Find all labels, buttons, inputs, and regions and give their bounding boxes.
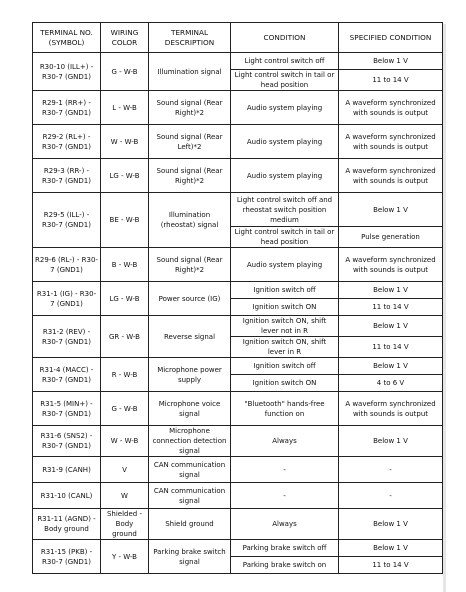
table-row bbox=[33, 53, 443, 70]
condition-cell: Ignition switch ON bbox=[231, 375, 339, 392]
wiring-color-cell: G - W-B bbox=[101, 53, 149, 91]
description-cell: Microphone connection detection signal bbox=[149, 426, 231, 457]
terminal-cell: R31-1 (IG) - R30-7 (GND1) bbox=[33, 282, 101, 316]
condition-cell: Ignition switch ON, shift lever in R bbox=[231, 337, 339, 358]
specified-cell: 11 to 14 V bbox=[339, 299, 443, 316]
specified-cell: A waveform synchronized with sounds is output bbox=[339, 392, 443, 426]
wiring-color-cell: W bbox=[101, 483, 149, 509]
page-edge-shadow bbox=[443, 24, 446, 592]
terminal-cell: R31-6 (SNS2) - R30-7 (GND1) bbox=[33, 426, 101, 457]
condition-cell: Ignition switch off bbox=[231, 282, 339, 299]
description-cell: Shield ground bbox=[149, 509, 231, 540]
specified-cell: A waveform synchronized with sounds is output bbox=[339, 125, 443, 159]
condition-cell: Audio system playing bbox=[231, 91, 339, 125]
description-cell: Sound signal (Rear Right)*2 bbox=[149, 91, 231, 125]
wiring-color-cell: LG - W-B bbox=[101, 282, 149, 316]
description-cell: CAN communication signal bbox=[149, 457, 231, 483]
condition-cell: - bbox=[231, 457, 339, 483]
condition-cell: - bbox=[231, 483, 339, 509]
table-row bbox=[33, 248, 443, 282]
table-row bbox=[33, 392, 443, 426]
wiring-color-cell: LG - W-B bbox=[101, 159, 149, 193]
table-row bbox=[33, 358, 443, 375]
description-cell: Microphone voice signal bbox=[149, 392, 231, 426]
table-row bbox=[33, 159, 443, 193]
wiring-color-cell: W - W-B bbox=[101, 426, 149, 457]
terminal-spec-document bbox=[32, 22, 442, 574]
description-cell: Microphone power supply bbox=[149, 358, 231, 392]
wiring-color-cell: V bbox=[101, 457, 149, 483]
specified-cell: Below 1 V bbox=[339, 426, 443, 457]
condition-cell: Parking brake switch off bbox=[231, 540, 339, 557]
header-specified-condition: SPECIFIED CONDITION bbox=[339, 23, 443, 53]
table-row bbox=[33, 316, 443, 337]
wiring-color-cell: L - W-B bbox=[101, 91, 149, 125]
condition-cell: Light control switch off and rheostat switch position medium bbox=[231, 193, 339, 227]
description-cell: Illumination (rheostat) signal bbox=[149, 193, 231, 248]
wiring-color-cell: BE - W-B bbox=[101, 193, 149, 248]
wiring-color-cell: G - W-B bbox=[101, 392, 149, 426]
condition-cell: Parking brake switch on bbox=[231, 557, 339, 574]
specified-cell: Below 1 V bbox=[339, 282, 443, 299]
wiring-color-cell: R - W-B bbox=[101, 358, 149, 392]
terminal-cell: R31-15 (PKB) - R30-7 (GND1) bbox=[33, 540, 101, 574]
terminal-cell: R31-10 (CANL) bbox=[33, 483, 101, 509]
table-header-row bbox=[33, 23, 443, 53]
specified-cell: - bbox=[339, 457, 443, 483]
condition-cell: Audio system playing bbox=[231, 248, 339, 282]
specified-cell: A waveform synchronized with sounds is output bbox=[339, 159, 443, 193]
terminal-cell: R30-10 (ILL+) - R30-7 (GND1) bbox=[33, 53, 101, 91]
table-row bbox=[33, 282, 443, 299]
specified-cell: Pulse generation bbox=[339, 227, 443, 248]
terminal-cell: R31-2 (REV) - R30-7 (GND1) bbox=[33, 316, 101, 358]
condition-cell: Always bbox=[231, 426, 339, 457]
condition-cell: Ignition switch off bbox=[231, 358, 339, 375]
specified-cell: - bbox=[339, 483, 443, 509]
specified-cell: 11 to 14 V bbox=[339, 557, 443, 574]
specified-cell: A waveform synchronized with sounds is output bbox=[339, 248, 443, 282]
terminal-table bbox=[32, 22, 443, 574]
header-terminal-description: TERMINAL DESCRIPTION bbox=[149, 23, 231, 53]
specified-cell: Below 1 V bbox=[339, 509, 443, 540]
table-row bbox=[33, 457, 443, 483]
condition-cell: Light control switch off bbox=[231, 53, 339, 70]
condition-cell: Audio system playing bbox=[231, 159, 339, 193]
table-row bbox=[33, 426, 443, 457]
description-cell: Power source (IG) bbox=[149, 282, 231, 316]
terminal-cell: R31-11 (AGND) - Body ground bbox=[33, 509, 101, 540]
wiring-color-cell: Shielded - Body ground bbox=[101, 509, 149, 540]
specified-cell: Below 1 V bbox=[339, 316, 443, 337]
specified-cell: A waveform synchronized with sounds is output bbox=[339, 91, 443, 125]
wiring-color-cell: Y - W-B bbox=[101, 540, 149, 574]
header-wiring-color: WIRING COLOR bbox=[101, 23, 149, 53]
specified-cell: Below 1 V bbox=[339, 193, 443, 227]
description-cell: Illumination signal bbox=[149, 53, 231, 91]
condition-cell: Light control switch in tail or head position bbox=[231, 70, 339, 91]
description-cell: Parking brake switch signal bbox=[149, 540, 231, 574]
description-cell: CAN communication signal bbox=[149, 483, 231, 509]
description-cell: Sound signal (Rear Right)*2 bbox=[149, 248, 231, 282]
specified-cell: 11 to 14 V bbox=[339, 337, 443, 358]
specified-cell: Below 1 V bbox=[339, 53, 443, 70]
condition-cell: Ignition switch ON bbox=[231, 299, 339, 316]
terminal-cell: R31-4 (MACC) - R30-7 (GND1) bbox=[33, 358, 101, 392]
table-row bbox=[33, 509, 443, 540]
condition-cell: Ignition switch ON, shift lever not in R bbox=[231, 316, 339, 337]
wiring-color-cell: B - W-B bbox=[101, 248, 149, 282]
condition-cell: Always bbox=[231, 509, 339, 540]
table-row bbox=[33, 193, 443, 227]
specified-cell: Below 1 V bbox=[339, 358, 443, 375]
wiring-color-cell: GR - W-B bbox=[101, 316, 149, 358]
description-cell: Reverse signal bbox=[149, 316, 231, 358]
specified-cell: Below 1 V bbox=[339, 540, 443, 557]
description-cell: Sound signal (Rear Right)*2 bbox=[149, 159, 231, 193]
terminal-cell: R29-1 (RR+) - R30-7 (GND1) bbox=[33, 91, 101, 125]
specified-cell: 11 to 14 V bbox=[339, 70, 443, 91]
specified-cell: 4 to 6 V bbox=[339, 375, 443, 392]
terminal-cell: R29-2 (RL+) - R30-7 (GND1) bbox=[33, 125, 101, 159]
table-row bbox=[33, 483, 443, 509]
wiring-color-cell: W - W-B bbox=[101, 125, 149, 159]
table-row bbox=[33, 540, 443, 557]
table-body bbox=[33, 53, 443, 574]
terminal-cell: R29-6 (RL-) - R30-7 (GND1) bbox=[33, 248, 101, 282]
condition-cell: "Bluetooth" hands-free function on bbox=[231, 392, 339, 426]
terminal-cell: R31-9 (CANH) bbox=[33, 457, 101, 483]
table-row bbox=[33, 91, 443, 125]
condition-cell: Audio system playing bbox=[231, 125, 339, 159]
condition-cell: Light control switch in tail or head position bbox=[231, 227, 339, 248]
header-condition: CONDITION bbox=[231, 23, 339, 53]
terminal-cell: R29-3 (RR-) - R30-7 (GND1) bbox=[33, 159, 101, 193]
terminal-cell: R29-5 (ILL-) - R30-7 (GND1) bbox=[33, 193, 101, 248]
terminal-cell: R31-5 (MIN+) - R30-7 (GND1) bbox=[33, 392, 101, 426]
table-row bbox=[33, 125, 443, 159]
description-cell: Sound signal (Rear Left)*2 bbox=[149, 125, 231, 159]
header-terminal: TERMINAL NO. (SYMBOL) bbox=[33, 23, 101, 53]
